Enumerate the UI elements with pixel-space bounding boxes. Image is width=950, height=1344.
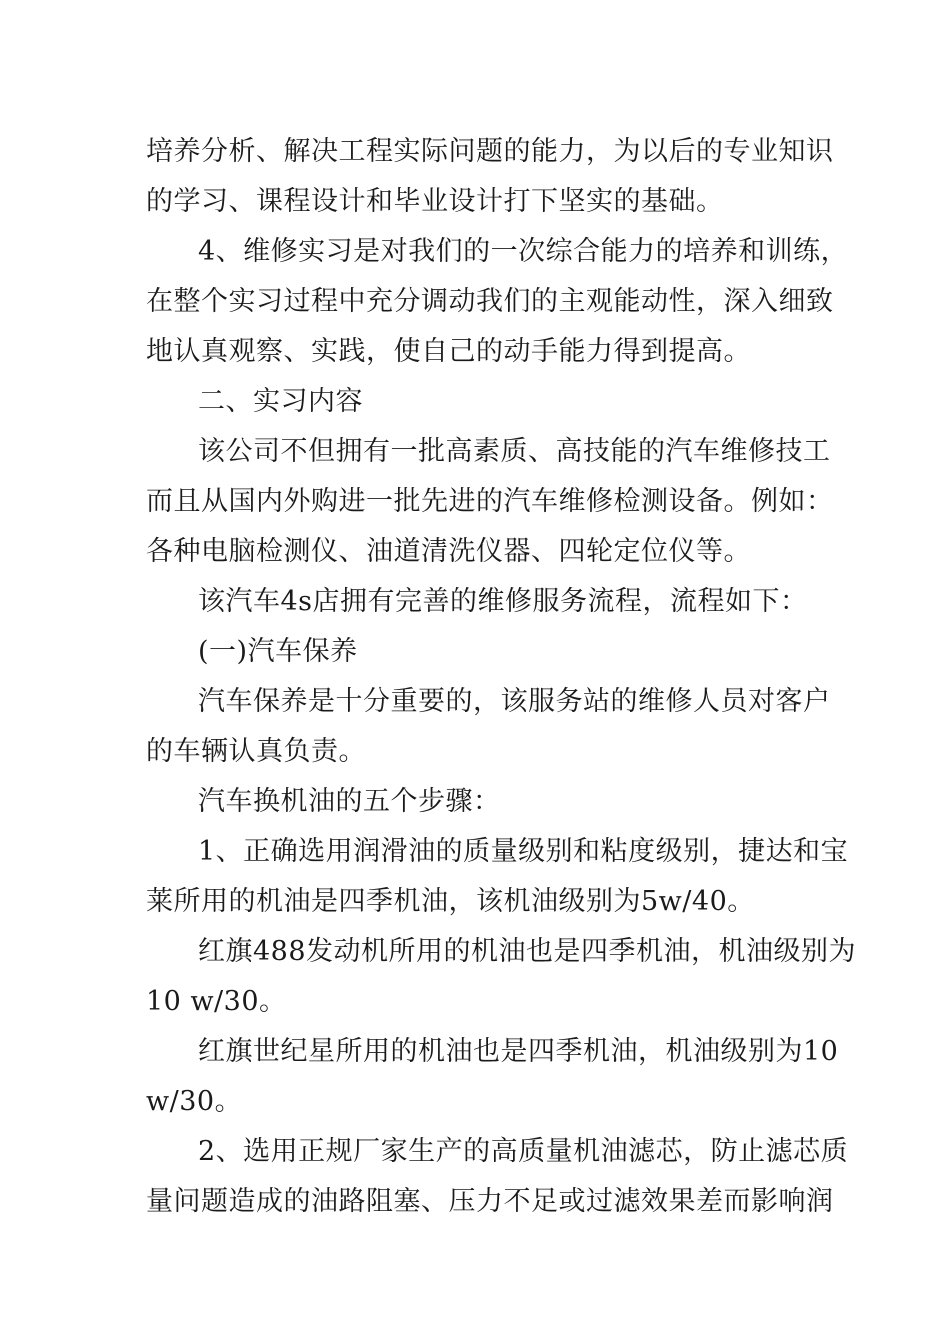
text-line: 在整个实习过程中充分调动我们的主观能动性，深入细致 [146,286,834,317]
text-line: 莱所用的机油是四季机油，该机油级别为5w/40。 [146,886,755,917]
text-line: 汽车换机油的五个步骤： [198,786,501,817]
text-line: 1、正确选用润滑油的质量级别和粘度级别，捷达和宝 [198,836,849,867]
text-line: 2、选用正规厂家生产的高质量机油滤芯，防止滤芯质 [198,1136,849,1167]
text-line: 红旗世纪星所用的机油也是四季机油，机油级别为10 [198,1036,839,1067]
text-line: 量问题造成的油路阻塞、压力不足或过滤效果差而影响润 [146,1186,834,1217]
text-line: 的学习、课程设计和毕业设计打下坚实的基础。 [146,186,724,217]
text-line: 各种电脑检测仪、油道清洗仪器、四轮定位仪等。 [146,536,751,567]
text-line: 培养分析、解决工程实际问题的能力，为以后的专业知识 [146,136,834,167]
text-line: 的车辆认真负责。 [146,736,366,767]
text-line: 而且从国内外购进一批先进的汽车维修检测设备。例如： [146,486,834,517]
text-line: 该汽车4s店拥有完善的维修服务流程，流程如下： [198,586,808,617]
text-line: 地认真观察、实践，使自己的动手能力得到提高。 [146,336,751,367]
text-line: 该公司不但拥有一批高素质、高技能的汽车维修技工 [198,436,831,467]
text-line: 红旗488发动机所用的机油也是四季机油，机油级别为 [198,936,857,967]
text-line: 汽车保养是十分重要的，该服务站的维修人员对客户 [198,686,831,717]
section-heading: 二、实习内容 [198,386,363,417]
subsection-heading: (一)汽车保养 [198,636,358,667]
text-line: 4、维修实习是对我们的一次综合能力的培养和训练， [198,236,849,267]
text-line: w/30。 [146,1086,243,1117]
text-line: 10 w/30。 [146,986,287,1017]
